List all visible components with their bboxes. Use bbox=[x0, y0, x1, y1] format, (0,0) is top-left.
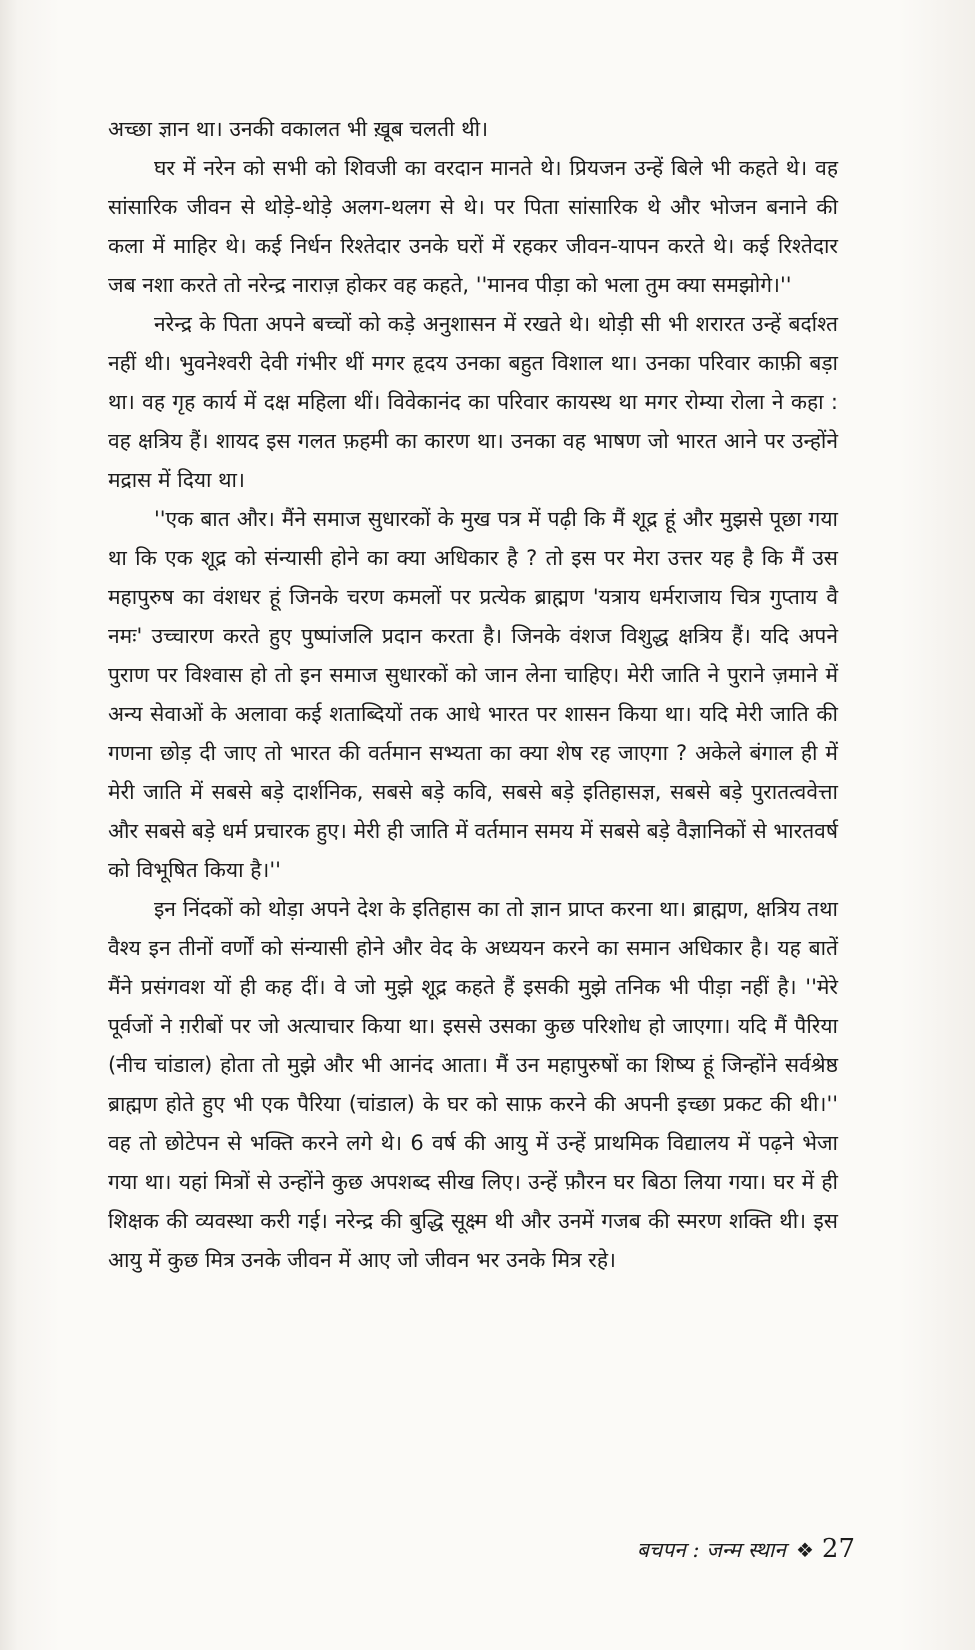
page-number: 27 bbox=[821, 1534, 855, 1564]
paragraph-father-discipline: नरेन्द्र के पिता अपने बच्चों को कड़े अनुशासन में रखते थे। थोड़ी सी भी शरारत उन्हें बर्दाश्त नहीं थी। भुवनेश्वरी देवी गंभीर थीं मगर हृदय उनका बहुत विशाल था। उनका परिवार काफ़ी बड़ा था। वह गृह कार्य में दक्ष महिला थीं। विवेकानंद का परिवार कायस्थ था मगर रोम्या रोला ने कहा : वह क्षत्रिय हैं। शायद इस गलत फ़हमी का कारण था। उनका वह भाषण जो भारत आने पर उन्होंने मद्रास में दिया था। bbox=[108, 312, 838, 492]
paragraph-critics-and-childhood: इन निंदकों को थोड़ा अपने देश के इतिहास का तो ज्ञान प्राप्त करना था। ब्राह्मण, क्षत्रिय तथा वैश्य इन तीनों वर्णों को संन्यासी होने और वेद के अध्ययन करने का समान अधिकार है। यह बातें मैंने प्रसंगवश यों ही कह दीं। वे जो मुझे शूद्र कहते हैं इसकी मुझे तनिक भी पीड़ा नहीं है। ''मेरे पूर्वजों ने ग़रीबों पर जो अत्याचार किया था। इससे उसका कुछ परिशोध हो जाएगा। यदि मैं पैरिया (नीच चांडाल) होता तो मुझे और भी आनंद आता। मैं उन महापुरुषों का शिष्य हूं जिन्होंने सर्वश्रेष्ठ ब्राह्मण होते हुए भी एक पैरिया (चांडाल) के घर को साफ़ करने की अपनी इच्छा प्रकट की थी।'' वह तो छोटेपन से भक्ति करने लगे थे। 6 वर्ष की आयु में उन्हें प्राथमिक विद्यालय में पढ़ने भेजा गया था। यहां मित्रों से उन्होंने कुछ अपशब्द सीख लिए। उन्हें फ़ौरन घर बिठा लिया गया। घर में ही शिक्षक की व्यवस्था करी गई। नरेन्द्र की बुद्धि सूक्ष्म थी और उनमें गजब की स्मरण शक्ति थी। इस आयु में कुछ मित्र उनके जीवन में आए जो जीवन भर उनके मित्र रहे। bbox=[108, 897, 838, 1272]
paragraph-continuation: अच्छा ज्ञान था। उनकी वकालत भी ख़ूब चलती थी। bbox=[108, 117, 489, 141]
page-footer bbox=[637, 1534, 855, 1564]
diamond-ornament-icon: ❖ bbox=[795, 1538, 814, 1562]
running-chapter-title: बचपन : जन्म स्थान bbox=[636, 1538, 786, 1562]
paragraph-naren-family: घर में नरेन को सभी को शिवजी का वरदान मानते थे। प्रियजन उन्हें बिले भी कहते थे। वह सांसारिक जीवन से थोड़े-थोड़े अलग-थलग से थे। पर पिता सांसारिक थे और भोजन बनाने की कला में माहिर थे। कई निर्धन रिश्तेदार उनके घरों में रहकर जीवन-यापन करते थे। कई रिश्तेदार जब नशा करते तो नरेन्द्र नाराज़ होकर वह कहते, ''मानव पीड़ा को भला तुम क्या समझोगे।'' bbox=[108, 156, 838, 297]
paragraph-madras-speech-quote: ''एक बात और। मैंने समाज सुधारकों के मुख पत्र में पढ़ी कि मैं शूद्र हूं और मुझसे पूछा गया था कि एक शूद्र को संन्यासी होने का क्या अधिकार है ? तो इस पर मेरा उत्तर यह है कि मैं उस महापुरुष का वंशधर हूं जिनके चरण कमलों पर प्रत्येक ब्राह्मण 'यत्राय धर्मराजाय चित्र गुप्ताय वै नमः' उच्चारण करते हुए पुष्पांजलि प्रदान करता है। जिनके वंशज विशुद्ध क्षत्रिय हैं। यदि अपने पुराण पर विश्वास हो तो इन समाज सुधारकों को जान लेना चाहिए। मेरी जाति ने पुराने ज़माने में अन्य सेवाओं के अलावा कई शताब्दियों तक आधे भारत पर शासन किया था। यदि मेरी जाति की गणना छोड़ दी जाए तो भारत की वर्तमान सभ्यता का क्या शेष रह जाएगा ? अकेले बंगाल ही में मेरी जाति में सबसे बड़े दार्शनिक, सबसे बड़े कवि, सबसे बड़े इतिहासज्ञ, सबसे बड़े पुरातत्ववेत्ता और सबसे बड़े धर्म प्रचारक हुए। मेरी ही जाति में वर्तमान समय में सबसे बड़े वैज्ञानिकों से भारतवर्ष को विभूषित किया है।'' bbox=[108, 507, 838, 882]
page-body bbox=[108, 110, 838, 1280]
